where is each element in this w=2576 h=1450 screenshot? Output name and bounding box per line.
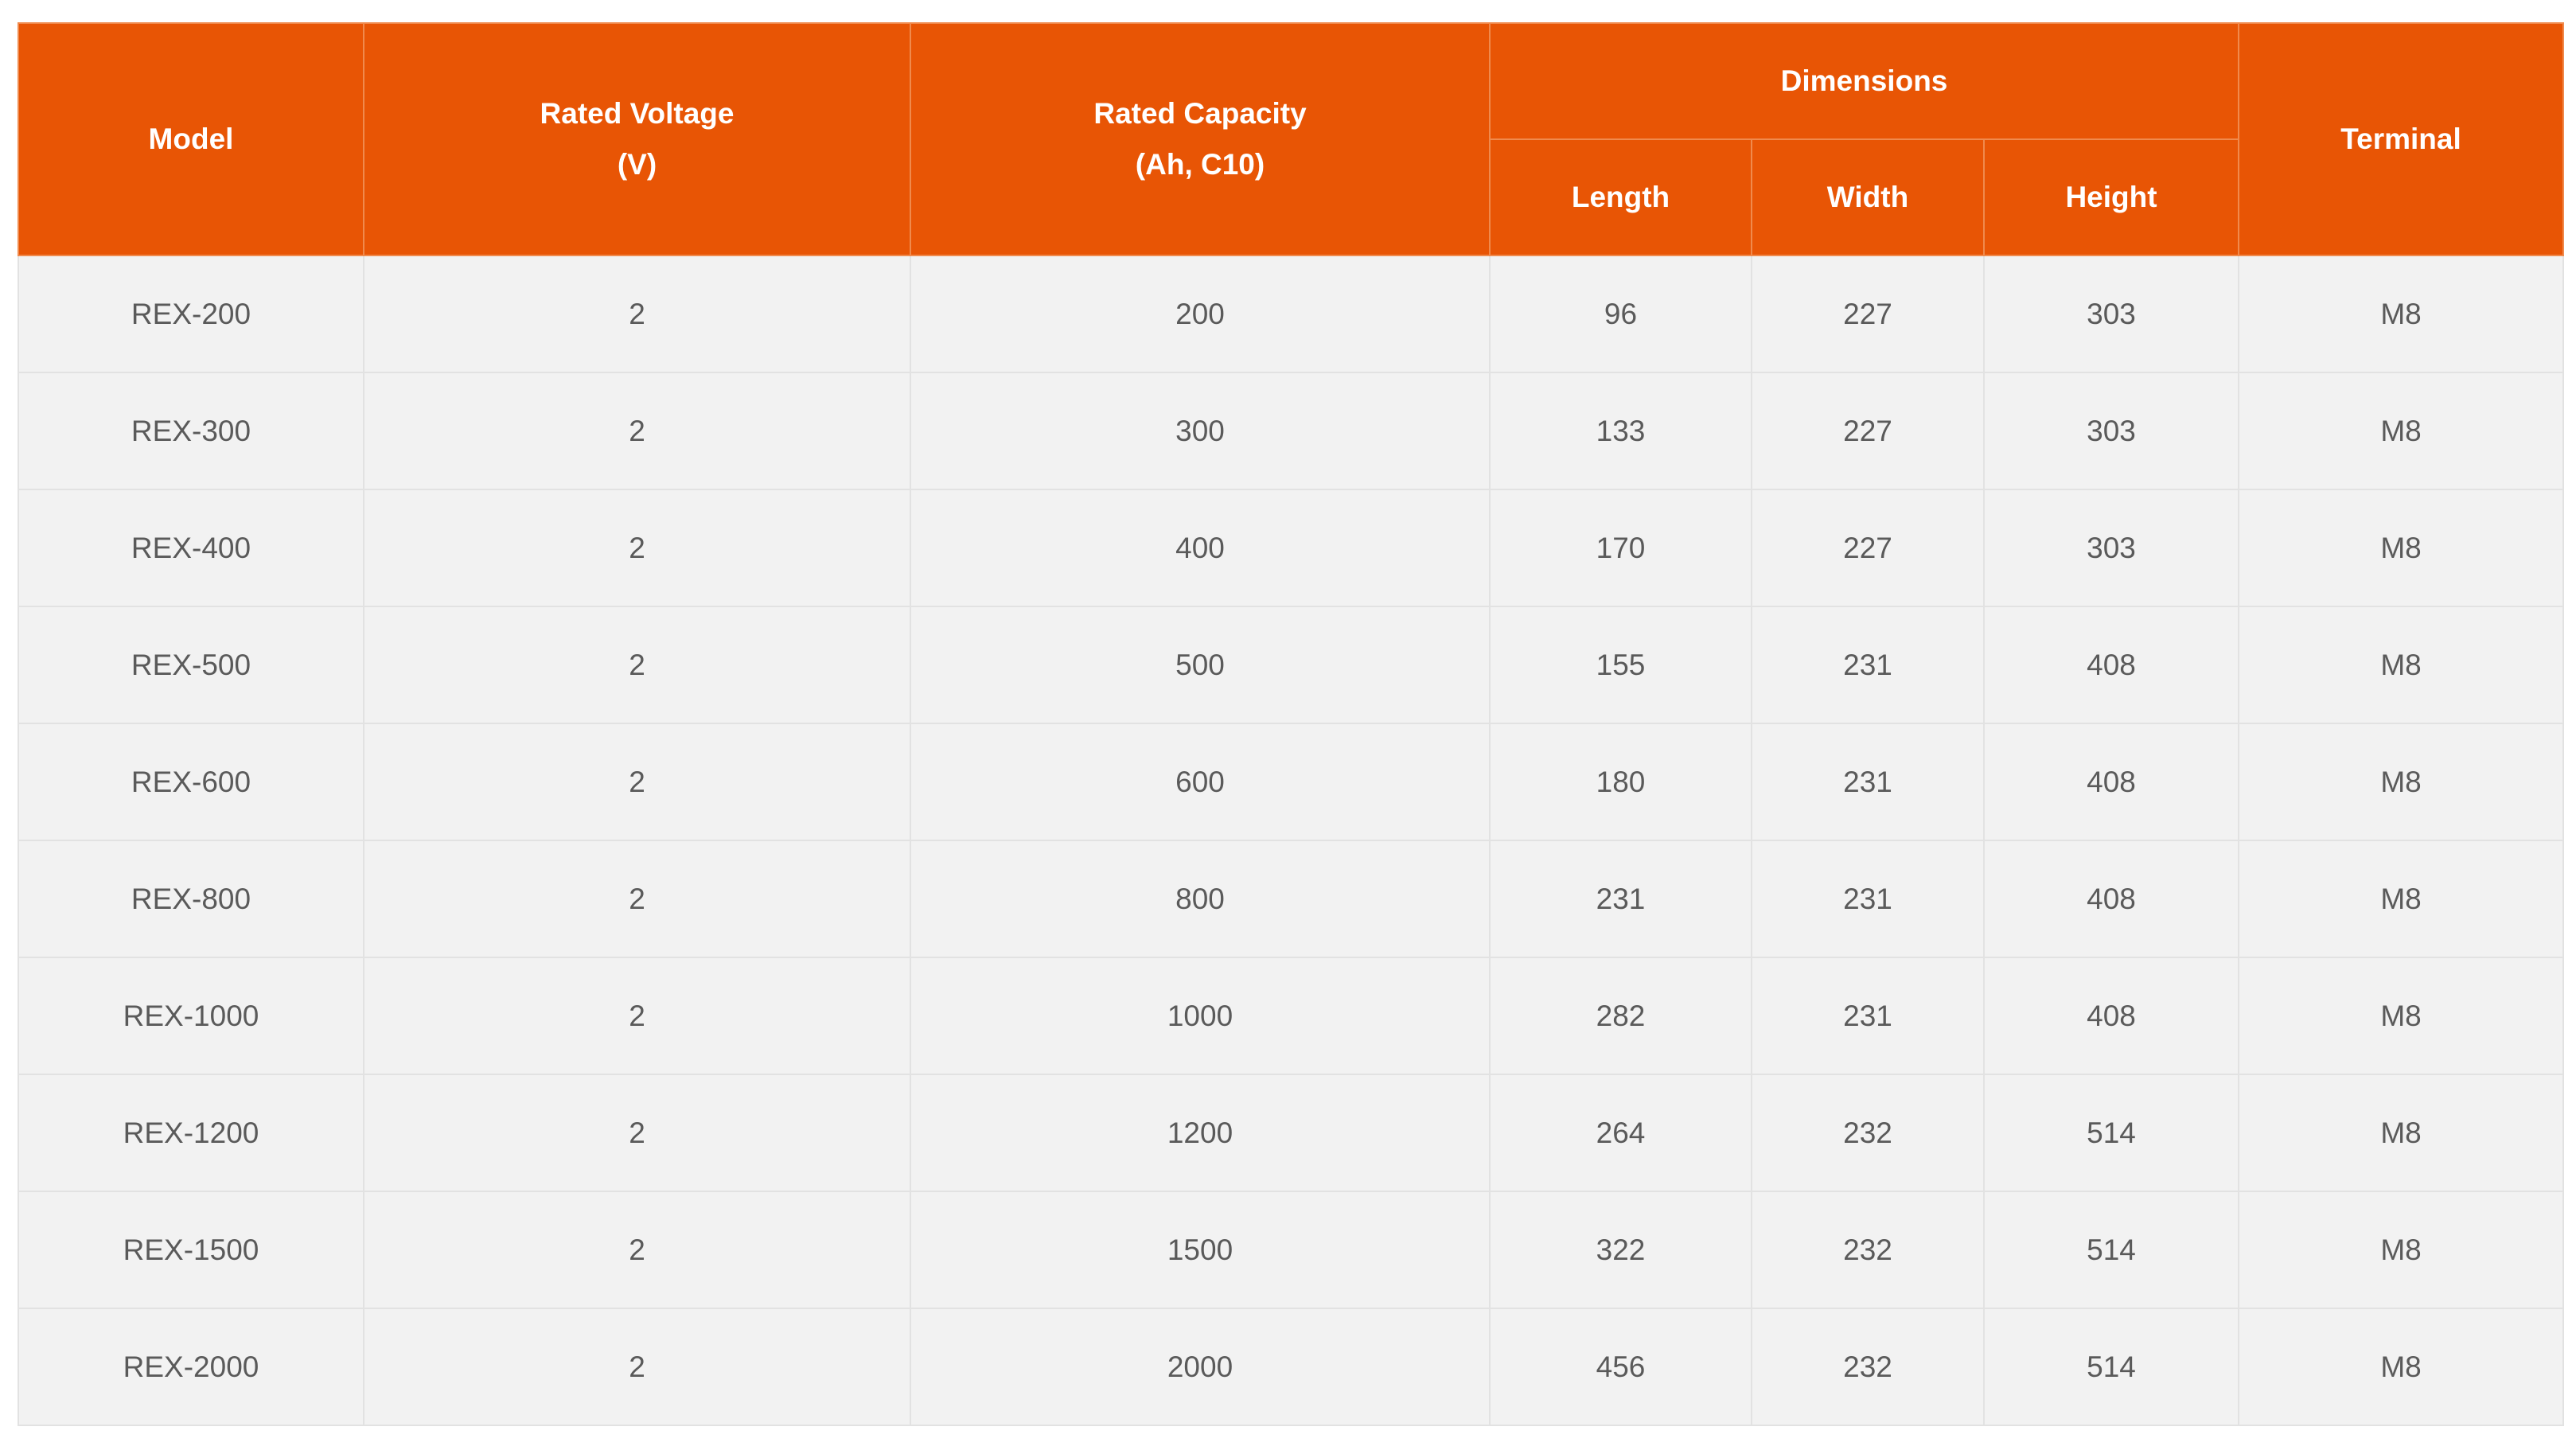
cell-terminal: M8: [2239, 1308, 2563, 1425]
cell-model: REX-1500: [18, 1191, 364, 1308]
header-dimensions: [1490, 23, 2239, 139]
cell-width: 227: [1752, 372, 1984, 489]
cell-height: 514: [1984, 1074, 2239, 1191]
cell-model: REX-800: [18, 840, 364, 957]
header-terminal-label: Terminal: [2340, 123, 2461, 155]
table-body: [18, 255, 2563, 1425]
cell-width: 232: [1752, 1074, 1984, 1191]
cell-length: 155: [1490, 606, 1752, 723]
header-rated-voltage-line2: (V): [617, 148, 657, 181]
cell-capacity: 1200: [910, 1074, 1490, 1191]
cell-width: 231: [1752, 957, 1984, 1074]
table-row: [18, 489, 2563, 606]
cell-terminal: M8: [2239, 1191, 2563, 1308]
table-row: [18, 372, 2563, 489]
cell-terminal: M8: [2239, 372, 2563, 489]
cell-capacity: 1500: [910, 1191, 1490, 1308]
header-terminal: [2239, 23, 2563, 255]
header-length: [1490, 139, 1752, 255]
cell-width: 231: [1752, 723, 1984, 840]
header-model-label: Model: [148, 123, 234, 155]
cell-height: 408: [1984, 606, 2239, 723]
cell-voltage: 2: [364, 840, 910, 957]
cell-voltage: 2: [364, 723, 910, 840]
table-row: [18, 1191, 2563, 1308]
cell-capacity: 800: [910, 840, 1490, 957]
cell-width: 227: [1752, 489, 1984, 606]
cell-voltage: 2: [364, 255, 910, 372]
cell-model: REX-400: [18, 489, 364, 606]
cell-model: REX-1000: [18, 957, 364, 1074]
cell-capacity: 400: [910, 489, 1490, 606]
cell-voltage: 2: [364, 1308, 910, 1425]
cell-length: 282: [1490, 957, 1752, 1074]
cell-width: 227: [1752, 255, 1984, 372]
cell-terminal: M8: [2239, 723, 2563, 840]
battery-spec-table: [18, 22, 2564, 1426]
cell-model: REX-300: [18, 372, 364, 489]
cell-height: 408: [1984, 840, 2239, 957]
cell-voltage: 2: [364, 372, 910, 489]
cell-model: REX-500: [18, 606, 364, 723]
cell-length: 180: [1490, 723, 1752, 840]
cell-length: 456: [1490, 1308, 1752, 1425]
cell-height: 514: [1984, 1308, 2239, 1425]
cell-model: REX-600: [18, 723, 364, 840]
cell-length: 133: [1490, 372, 1752, 489]
cell-terminal: M8: [2239, 840, 2563, 957]
header-rated-voltage-line1: Rated Voltage: [540, 97, 735, 130]
cell-height: 514: [1984, 1191, 2239, 1308]
cell-capacity: 200: [910, 255, 1490, 372]
cell-model: REX-200: [18, 255, 364, 372]
table-row: [18, 840, 2563, 957]
cell-length: 96: [1490, 255, 1752, 372]
cell-terminal: M8: [2239, 489, 2563, 606]
cell-height: 408: [1984, 957, 2239, 1074]
cell-height: 303: [1984, 255, 2239, 372]
cell-model: REX-1200: [18, 1074, 364, 1191]
cell-height: 408: [1984, 723, 2239, 840]
cell-model: REX-2000: [18, 1308, 364, 1425]
cell-capacity: 2000: [910, 1308, 1490, 1425]
header-dimensions-label: Dimensions: [1780, 64, 1948, 97]
cell-width: 231: [1752, 840, 1984, 957]
table-header: [18, 23, 2563, 255]
cell-length: 264: [1490, 1074, 1752, 1191]
cell-terminal: M8: [2239, 255, 2563, 372]
table-row: [18, 957, 2563, 1074]
table-row: [18, 723, 2563, 840]
cell-capacity: 600: [910, 723, 1490, 840]
cell-capacity: 300: [910, 372, 1490, 489]
cell-terminal: M8: [2239, 1074, 2563, 1191]
cell-terminal: M8: [2239, 606, 2563, 723]
header-width: [1752, 139, 1984, 255]
cell-length: 231: [1490, 840, 1752, 957]
table-row: [18, 255, 2563, 372]
cell-width: 232: [1752, 1191, 1984, 1308]
header-rated-capacity: [910, 23, 1490, 255]
cell-capacity: 1000: [910, 957, 1490, 1074]
cell-width: 232: [1752, 1308, 1984, 1425]
cell-height: 303: [1984, 372, 2239, 489]
header-height-label: Height: [2065, 181, 2157, 213]
table-row: [18, 606, 2563, 723]
header-rated-voltage: [364, 23, 910, 255]
header-height: [1984, 139, 2239, 255]
cell-length: 322: [1490, 1191, 1752, 1308]
cell-voltage: 2: [364, 489, 910, 606]
table-row: [18, 1074, 2563, 1191]
header-rated-capacity-line2: (Ah, C10): [1135, 148, 1265, 181]
header-rated-capacity-line1: Rated Capacity: [1093, 97, 1307, 130]
table-row: [18, 1308, 2563, 1425]
header-length-label: Length: [1571, 181, 1670, 213]
cell-terminal: M8: [2239, 957, 2563, 1074]
cell-width: 231: [1752, 606, 1984, 723]
header-width-label: Width: [1826, 181, 1909, 213]
cell-voltage: 2: [364, 606, 910, 723]
cell-voltage: 2: [364, 1191, 910, 1308]
cell-voltage: 2: [364, 1074, 910, 1191]
cell-height: 303: [1984, 489, 2239, 606]
cell-capacity: 500: [910, 606, 1490, 723]
header-model: [18, 23, 364, 255]
spec-table-container: [18, 22, 2562, 1426]
cell-length: 170: [1490, 489, 1752, 606]
cell-voltage: 2: [364, 957, 910, 1074]
